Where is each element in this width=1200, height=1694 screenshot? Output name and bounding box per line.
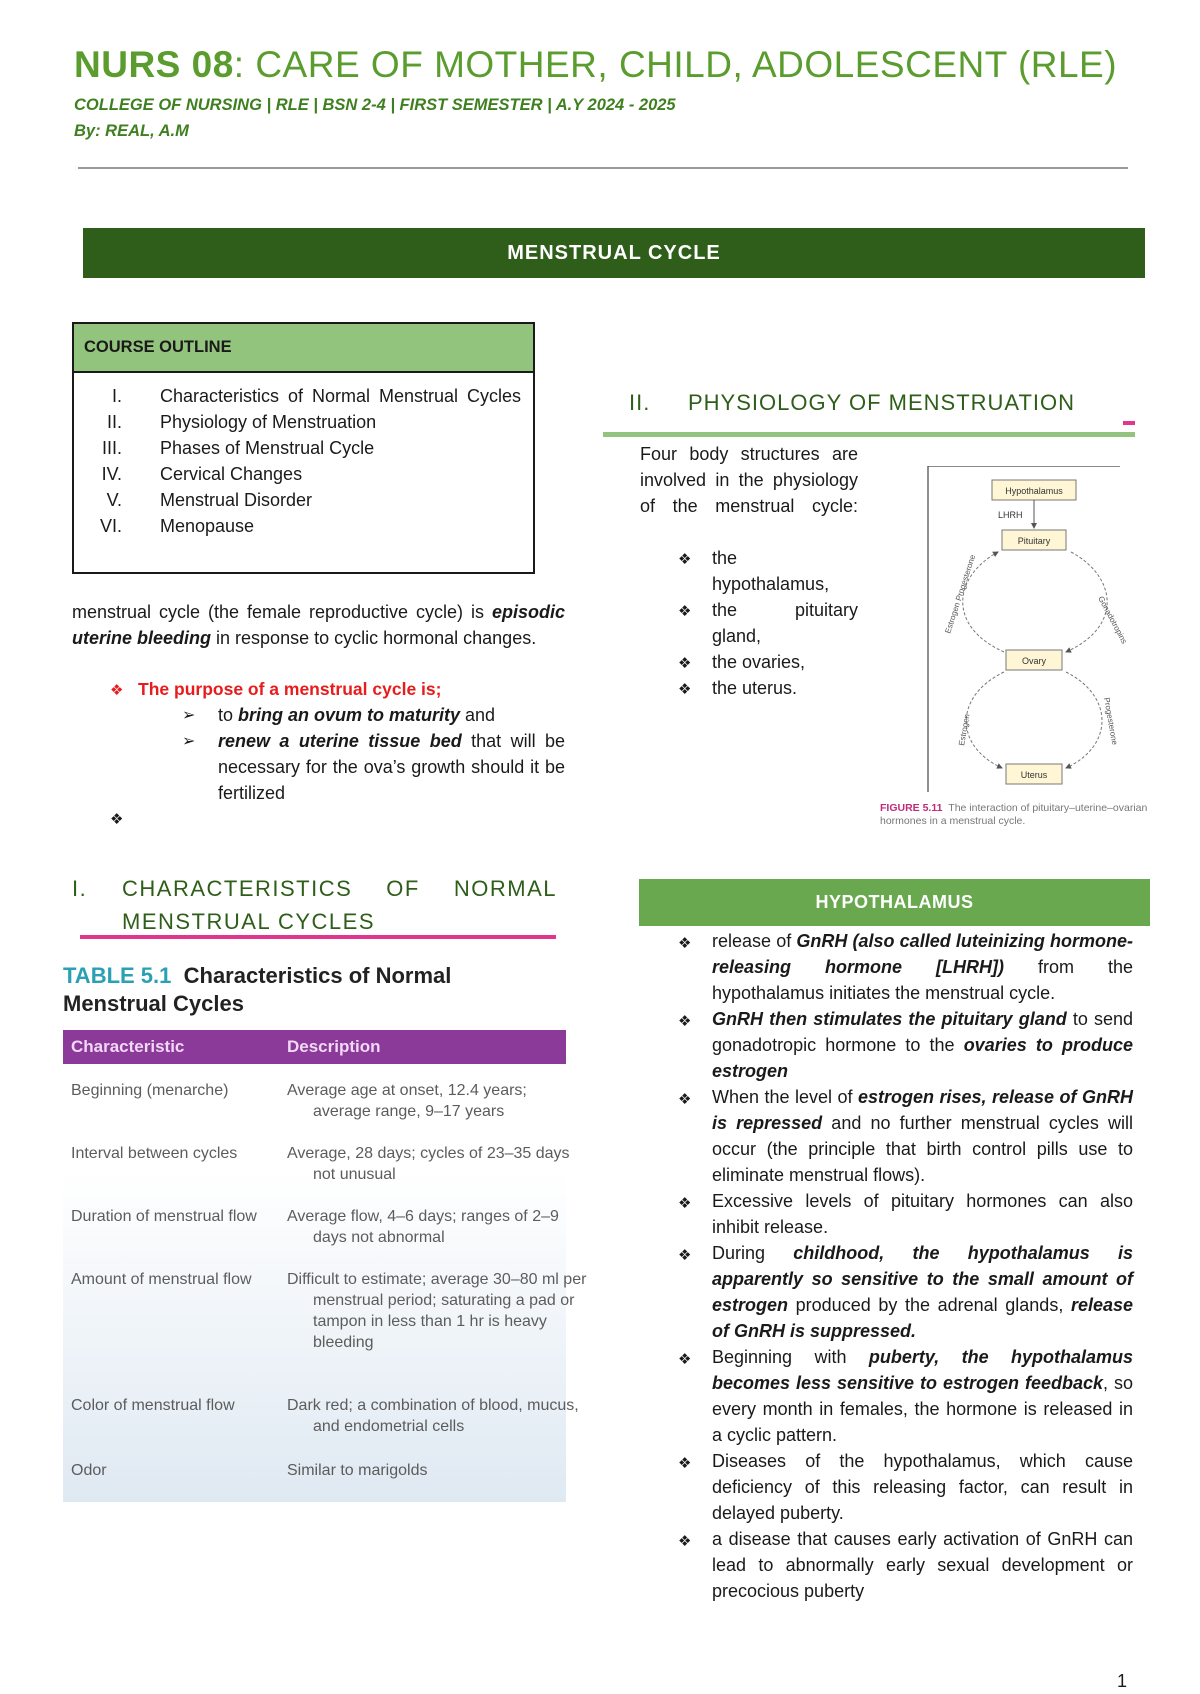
hypothalamus-bullet: ❖ release of GnRH (also called luteinizing hormone-releasing hormone [LHRH]) from the hypothalamus initiates the menstrual cycle. bbox=[678, 931, 1133, 1003]
progesterone-label: Progesterone bbox=[1102, 696, 1120, 746]
course-outline-list bbox=[74, 373, 533, 539]
diamond-bullet-icon: ❖ bbox=[678, 654, 692, 672]
outline-item bbox=[74, 513, 521, 539]
pituitary-node-label: Pituitary bbox=[1017, 536, 1051, 546]
outline-item-number: V. bbox=[106, 490, 122, 510]
hypothalamus-bullet: ❖ During childhood, the hypothalamus is apparently so sensitive to the small amount of estrogen produced by the adrenal glands, release of GnRH is suppressed. bbox=[678, 1243, 1133, 1341]
diamond-bullet-icon: ❖ bbox=[678, 602, 692, 620]
course-outline-heading: COURSE OUTLINE bbox=[74, 324, 533, 373]
uterus-node-label: Uterus bbox=[1020, 770, 1048, 780]
section-1-word: OF bbox=[386, 876, 420, 901]
hypothalamus-bullet: ❖ Diseases of the hypothalamus, which cause deficiency of this releasing factor, can result in delayed puberty. bbox=[678, 1451, 1133, 1523]
diamond-bullet-icon: ❖ bbox=[678, 550, 692, 568]
diamond-bullet-icon: ❖ bbox=[678, 680, 692, 698]
purpose-bullet: ❖ The purpose of a menstrual cycle is; bbox=[110, 679, 442, 699]
table-cell: Odor bbox=[71, 1462, 107, 1479]
document-subtitle: COLLEGE OF NURSING | RLE | BSN 2-4 | FIRST SEMESTER | A.Y 2024 - 2025 bbox=[74, 96, 676, 114]
outline-item-number: VI. bbox=[99, 516, 122, 536]
diamond-bullet-icon: ❖ bbox=[678, 1090, 692, 1108]
author-byline: By: REAL, A.M bbox=[74, 122, 189, 140]
figure-caption-label: FIGURE 5.11 bbox=[880, 802, 943, 814]
hypothalamus-bullet: ❖ Excessive levels of pituitary hormones can also inhibit release. bbox=[678, 1191, 1133, 1237]
section-1-underline bbox=[80, 935, 556, 939]
hypothalamus-node-label: Hypothalamus bbox=[1005, 486, 1063, 496]
diamond-bullet-icon: ❖ bbox=[678, 1350, 692, 1368]
table-cell: Duration of menstrual flow bbox=[71, 1208, 257, 1225]
table-cell: Interval between cycles bbox=[71, 1145, 238, 1162]
outline-item-number: II. bbox=[106, 412, 122, 432]
outline-item-number: I. bbox=[111, 386, 122, 406]
structure-item: ❖ the ovaries, bbox=[678, 649, 858, 675]
estrogen-label: Estrogen bbox=[957, 713, 972, 747]
table-cell: Beginning (menarche) bbox=[71, 1082, 229, 1099]
header-divider bbox=[78, 167, 1128, 169]
outline-item-number: III. bbox=[101, 438, 122, 458]
outline-item bbox=[74, 383, 521, 409]
diamond-bullet-icon: ❖ bbox=[678, 1246, 692, 1264]
outline-item bbox=[74, 409, 521, 435]
diamond-bullet-icon: ❖ bbox=[678, 1454, 692, 1472]
section-1-number: I. bbox=[72, 876, 88, 901]
outline-item-label: Physiology of Menstruation bbox=[160, 412, 377, 432]
hypothalamus-bullet: ❖ a disease that causes early activation of GnRH can lead to abnormally early sexual development or precocious puberty bbox=[678, 1529, 1133, 1601]
section-2-underline bbox=[603, 432, 1135, 437]
hypothalamus-bullet: ❖ When the level of estrogen rises, release of GnRH is repressed and no further menstrual cycles will occur (the principle that birth control pills use to eliminate menstrual flows). bbox=[678, 1087, 1133, 1185]
hypothalamus-bullet: ❖ Beginning with puberty, the hypothalamus becomes less sensitive to estrogen feedback, so every month in females, the hormone is released in a cyclic pattern. bbox=[678, 1347, 1133, 1445]
table-cell: Amount of menstrual flow bbox=[71, 1271, 252, 1288]
outline-item-label: Menopause bbox=[160, 516, 255, 536]
hormone-interaction-diagram bbox=[926, 466, 1166, 826]
section-2-number: II. bbox=[629, 390, 651, 415]
table-cell: Dark red; a combination of blood, mucus, and endometrial cells bbox=[287, 1397, 579, 1435]
outline-item bbox=[74, 435, 521, 461]
document-title: NURS 08: CARE OF MOTHER, CHILD, ADOLESCENT (RLE) bbox=[74, 44, 1118, 85]
table-cell: Difficult to estimate; average 30–80 ml per menstrual period; saturating a pad or tampon in less than 1 hr is heavy bleeding bbox=[287, 1271, 587, 1351]
estrogen-arrow bbox=[966, 672, 1004, 768]
section-1-word: NORMAL bbox=[453, 876, 557, 901]
topic-banner: MENSTRUAL CYCLE bbox=[83, 228, 1145, 278]
characteristics-table bbox=[63, 1030, 587, 1502]
table-cell: Average flow, 4–6 days; ranges of 2–9 days not abnormal bbox=[287, 1208, 559, 1246]
table-cell: Average age at onset, 12.4 years; average range, 9–17 years bbox=[287, 1082, 527, 1120]
diamond-bullet-icon: ❖ bbox=[678, 1194, 692, 1212]
table-header-cell: Characteristic bbox=[71, 1037, 185, 1056]
table-header-cell: Description bbox=[287, 1037, 381, 1056]
table-cell: Color of menstrual flow bbox=[71, 1397, 235, 1414]
outline-item-label: Menstrual Disorder bbox=[160, 490, 313, 510]
table-cell: Average, 28 days; cycles of 23–35 days not unusual bbox=[287, 1145, 570, 1183]
outline-item-label: Phases of Menstrual Cycle bbox=[160, 438, 375, 458]
outline-item-label: Cervical Changes bbox=[160, 464, 303, 484]
hypothalamus-bullet: ❖ GnRH then stimulates the pituitary gland to send gonadotropic hormone to the ovaries to produce estrogen bbox=[678, 1009, 1134, 1081]
table-header-row bbox=[63, 1030, 566, 1064]
diamond-bullet-icon: ❖ bbox=[678, 934, 692, 952]
table-title: TABLE 5.1 Characteristics of Normal Menstrual Cycles bbox=[63, 963, 452, 1016]
section-2-heading: PHYSIOLOGY OF MENSTRUATION bbox=[688, 390, 1076, 415]
structure-item: ❖ the uterus. bbox=[678, 675, 858, 701]
purpose-point: ➢ renew a uterine tissue bed that will be necessary for the ova’s growth should it be fertilized bbox=[182, 728, 565, 806]
intro-paragraph: menstrual cycle (the female reproductive cycle) is episodic uterine bleeding in response to cyclic hormonal changes. bbox=[72, 602, 565, 648]
feedback-label: Estrogen Progesterone bbox=[943, 553, 978, 635]
hypothalamus-heading: HYPOTHALAMUS bbox=[639, 879, 1150, 926]
course-outline-box bbox=[72, 322, 535, 574]
empty-diamond-bullet-icon: ❖ bbox=[110, 810, 124, 828]
section-1-word: CHARACTERISTICS bbox=[122, 876, 353, 901]
diamond-bullet-icon: ❖ bbox=[678, 1012, 692, 1030]
table-cell: Similar to marigolds bbox=[287, 1462, 428, 1479]
structure-item: ❖ the hypothalamus, bbox=[678, 548, 830, 594]
gonadotropins-label: Gonadotropins bbox=[1096, 594, 1129, 646]
progesterone-arrow bbox=[1066, 672, 1102, 768]
page-number: 1 bbox=[1117, 1671, 1128, 1691]
outline-item-number: IV. bbox=[101, 464, 122, 484]
outline-item bbox=[74, 487, 521, 513]
structure-item: ❖ the pituitary gland, bbox=[678, 600, 858, 646]
outline-item-label: Characteristics of Normal Menstrual Cycles bbox=[160, 386, 521, 406]
purpose-point: ➢ to bring an ovum to maturity and bbox=[182, 702, 565, 728]
section-2-accent bbox=[1123, 421, 1135, 425]
table-label: TABLE 5.1 bbox=[63, 963, 172, 988]
diamond-bullet-icon: ❖ bbox=[110, 681, 124, 699]
lhrh-label: LHRH bbox=[998, 510, 1023, 520]
arrow-bullet-icon: ➢ bbox=[182, 731, 196, 750]
figure-caption: FIGURE 5.11 The interaction of pituitary–uterine–ovarian hormones in a menstrual cycle. bbox=[880, 802, 1148, 827]
ovary-node-label: Ovary bbox=[1021, 656, 1047, 666]
section-1-title-line2: MENSTRUAL CYCLES bbox=[122, 909, 376, 934]
diamond-bullet-icon: ❖ bbox=[678, 1532, 692, 1550]
arrow-bullet-icon: ➢ bbox=[182, 705, 196, 724]
outline-item bbox=[74, 461, 521, 487]
physiology-intro: Four body structures are involved in the physiology of the menstrual cycle: bbox=[640, 444, 858, 516]
